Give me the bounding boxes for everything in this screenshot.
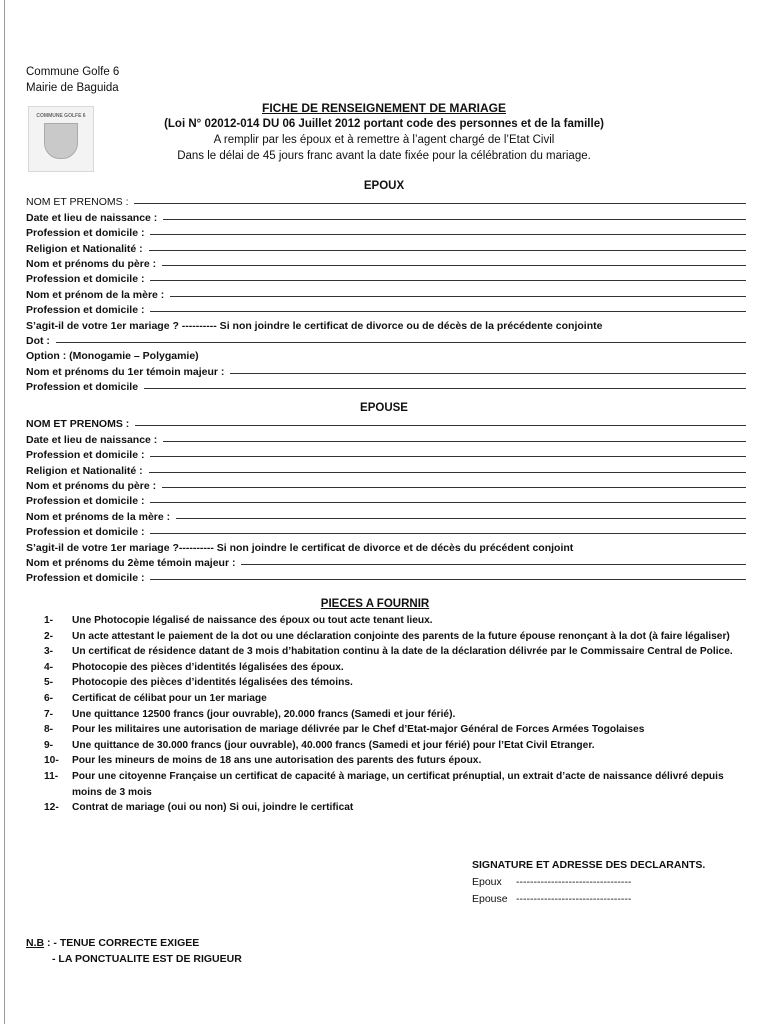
epoux-dot-row[interactable] [26,332,746,347]
piece-item [44,738,756,754]
epouse-first-marriage-question [26,538,746,553]
nb-text: : - TENUE CORRECTE EXIGEE [44,937,200,949]
commune-name: Commune Golfe 6 [26,66,120,78]
piece-number: 2- [44,630,54,642]
fill-line[interactable] [144,388,746,389]
fill-line[interactable] [150,533,746,534]
piece-text: Contrat de mariage (oui ou non) Si oui, joindre le certificat [72,802,354,814]
law-reference: (Loi N° 02012-014 DU 06 Juillet 2012 portant code des personnes et de la famille) [164,118,604,130]
field-label: Profession et domicile [26,381,139,394]
field-label: Nom et prénoms du 1er témoin majeur : [26,365,225,378]
piece-text: Un certificat de résidence datant de 3 mois d’habitation continu à la date de la déclaration délivrée par le Commissaire Central de Police. [72,646,733,658]
fill-line[interactable] [149,250,746,251]
piece-item [44,644,756,660]
field-label: NOM ET PRENOMS : [26,196,129,209]
field-label: Date et lieu de naissance : [26,433,158,446]
logo-text: COMMUNE GOLFE 6 [36,113,86,119]
piece-number: 7- [44,708,54,720]
epouse-field-row[interactable] [26,507,746,522]
fill-line[interactable] [230,373,746,374]
piece-number: 5- [44,677,54,689]
fill-line[interactable] [150,456,746,457]
instructions-line-1: A remplir par les époux et à remettre à l’agent chargé de l’Etat Civil [213,134,555,146]
piece-number: 4- [44,661,54,673]
epoux-heading: EPOUX [363,180,405,192]
field-label: Nom et prénoms de la mère : [26,510,171,523]
fill-line[interactable] [150,311,746,312]
piece-item [44,753,756,769]
piece-item [44,660,756,676]
epouse-field-row[interactable] [26,415,746,430]
shield-icon [44,123,78,159]
piece-number: 3- [44,646,54,658]
field-label: Profession et domicile : [26,572,145,585]
form-title-block [100,100,668,164]
fill-line[interactable] [150,502,746,503]
fill-line[interactable] [162,487,746,488]
piece-text: Un acte attestant le paiement de la dot ou une déclaration conjointe des parents de la future épouse renonçant à la dot (à faire légaliser) [72,630,730,642]
epoux-field-row[interactable] [26,193,746,208]
field-label: Nom et prénoms du 2ème témoin majeur : [26,556,236,569]
nb-line-1 [26,935,242,951]
piece-text: Une quittance de 30.000 francs (jour ouvrable), 40.000 francs (Samedi et jour férié) pour l’Etat Civil Etranger. [72,739,595,751]
piece-text: Pour les mineurs de moins de 18 ans une autorisation des parents des futurs époux. [72,755,482,767]
piece-text: Pour une citoyenne Française un certificat de capacité à mariage, un certificat prénuptial, un extrait d’acte de naissance délivré depuis moins de 3 mois [72,770,724,798]
epouse-fields [26,415,746,584]
fill-line[interactable] [176,518,746,519]
fill-line[interactable] [150,234,746,235]
fill-line[interactable] [163,219,746,220]
field-label: Nom et prénom de la mère : [26,288,165,301]
signature-label: Epouse [472,893,508,905]
pieces-heading: PIECES A FOURNIR [320,598,430,610]
signature-label: Epoux [472,876,502,888]
piece-number: 9- [44,739,54,751]
fill-line[interactable] [150,280,746,281]
piece-item [44,769,756,800]
piece-number: 1- [44,615,54,626]
piece-item [44,691,756,707]
piece-item [44,629,756,645]
field-label: Nom et prénoms du père : [26,479,157,492]
epouse-field-row[interactable] [26,461,746,476]
piece-item [44,707,756,723]
epoux-temoin-profession-row[interactable] [26,378,746,393]
field-label: Religion et Nationalité : [26,464,143,477]
epouse-temoin-profession-row[interactable] [26,569,746,584]
signature-line[interactable]: --------------------------------- [516,876,632,888]
signature-title: SIGNATURE ET ADRESSE DES DECLARANTS. [472,859,706,871]
epouse-temoin-row[interactable] [26,554,746,569]
fill-line[interactable] [162,265,746,266]
commune-logo [28,106,94,172]
field-label: Date et lieu de naissance : [26,211,158,224]
pieces-list [44,613,756,816]
epoux-field-row[interactable] [26,285,746,300]
signature-epouse-row[interactable] [472,891,705,908]
fill-line[interactable] [150,579,746,580]
form-title: FICHE DE RENSEIGNEMENT DE MARIAGE [261,101,507,115]
nb-key: N.B [26,937,45,949]
piece-text: Une quittance 12500 francs (jour ouvrable), 20.000 francs (Samedi et jour férié). [72,708,456,720]
epoux-field-row[interactable] [26,255,746,270]
epoux-field-row[interactable] [26,224,746,239]
piece-number: 11- [44,770,59,782]
epoux-field-row[interactable] [26,239,746,254]
epoux-option-row [26,347,746,362]
piece-number: 12- [44,802,59,814]
epouse-heading: EPOUSE [360,402,408,414]
fill-line[interactable] [163,441,746,442]
field-label: Religion et Nationalité : [26,242,143,255]
fill-line[interactable] [149,472,746,473]
fill-line[interactable] [56,342,746,343]
fill-line[interactable] [135,425,746,426]
field-label: Profession et domicile : [26,449,145,462]
mairie-name: Mairie de Baguida [26,82,119,94]
nota-bene [26,935,242,967]
piece-text: Photocopie des pièces d’identités légalisées des époux. [72,661,344,673]
field-label: S’agit-il de votre 1er mariage ? ---------- Si non joindre le certificat de divorce ou de décès de la précédente conjointe [26,319,603,332]
piece-number: 6- [44,692,54,704]
field-label: Profession et domicile : [26,227,145,240]
signature-epoux-row[interactable] [472,874,705,891]
epouse-field-row[interactable] [26,446,746,461]
field-label: Nom et prénoms du père : [26,257,157,270]
field-label: Profession et domicile : [26,495,145,508]
epouse-field-row[interactable] [26,523,746,538]
epouse-field-row[interactable] [26,430,746,445]
piece-item [44,722,756,738]
piece-item [44,800,756,816]
fill-line[interactable] [134,203,746,204]
nb-line-2: - LA PONCTUALITE EST DE RIGUEUR [52,953,242,965]
commune-header [26,64,119,96]
piece-text: Certificat de célibat pour un 1er mariage [72,692,267,704]
epouse-field-row[interactable] [26,477,746,492]
field-label: Profession et domicile : [26,273,145,286]
epoux-first-marriage-question [26,316,746,331]
field-label: Profession et domicile : [26,304,145,317]
instructions-line-2: Dans le délai de 45 jours franc avant la date fixée pour la célébration du mariage. [177,150,591,162]
field-label: Option : (Monogamie – Polygamie) [26,350,199,363]
piece-text: Photocopie des pièces d’identités légalisées des témoins. [72,677,353,689]
epoux-field-row[interactable] [26,270,746,285]
piece-item [44,675,756,691]
epouse-field-row[interactable] [26,492,746,507]
signature-block [472,857,705,908]
field-label: Profession et domicile : [26,526,145,539]
field-label: NOM ET PRENOMS : [26,418,130,431]
piece-number: 10- [44,755,59,767]
fill-line[interactable] [170,296,746,297]
epoux-field-row[interactable] [26,208,746,223]
epoux-field-row[interactable] [26,301,746,316]
piece-item [44,613,756,629]
epoux-temoin-row[interactable] [26,362,746,377]
fill-line[interactable] [241,564,746,565]
signature-line[interactable]: --------------------------------- [516,893,632,905]
field-label: Dot : [26,334,50,347]
piece-number: 8- [44,724,54,736]
piece-text: Une Photocopie légalisé de naissance des époux ou tout acte tenant lieux. [72,615,433,626]
epoux-fields [26,193,746,393]
field-label: S’agit-il de votre 1er mariage ?---------- Si non joindre le certificat de divorce et de décès du précédent conjoint [26,541,574,554]
piece-text: Pour les militaires une autorisation de mariage délivrée par le Chef d’Etat-major Général de Forces Armées Togolaises [72,724,645,736]
